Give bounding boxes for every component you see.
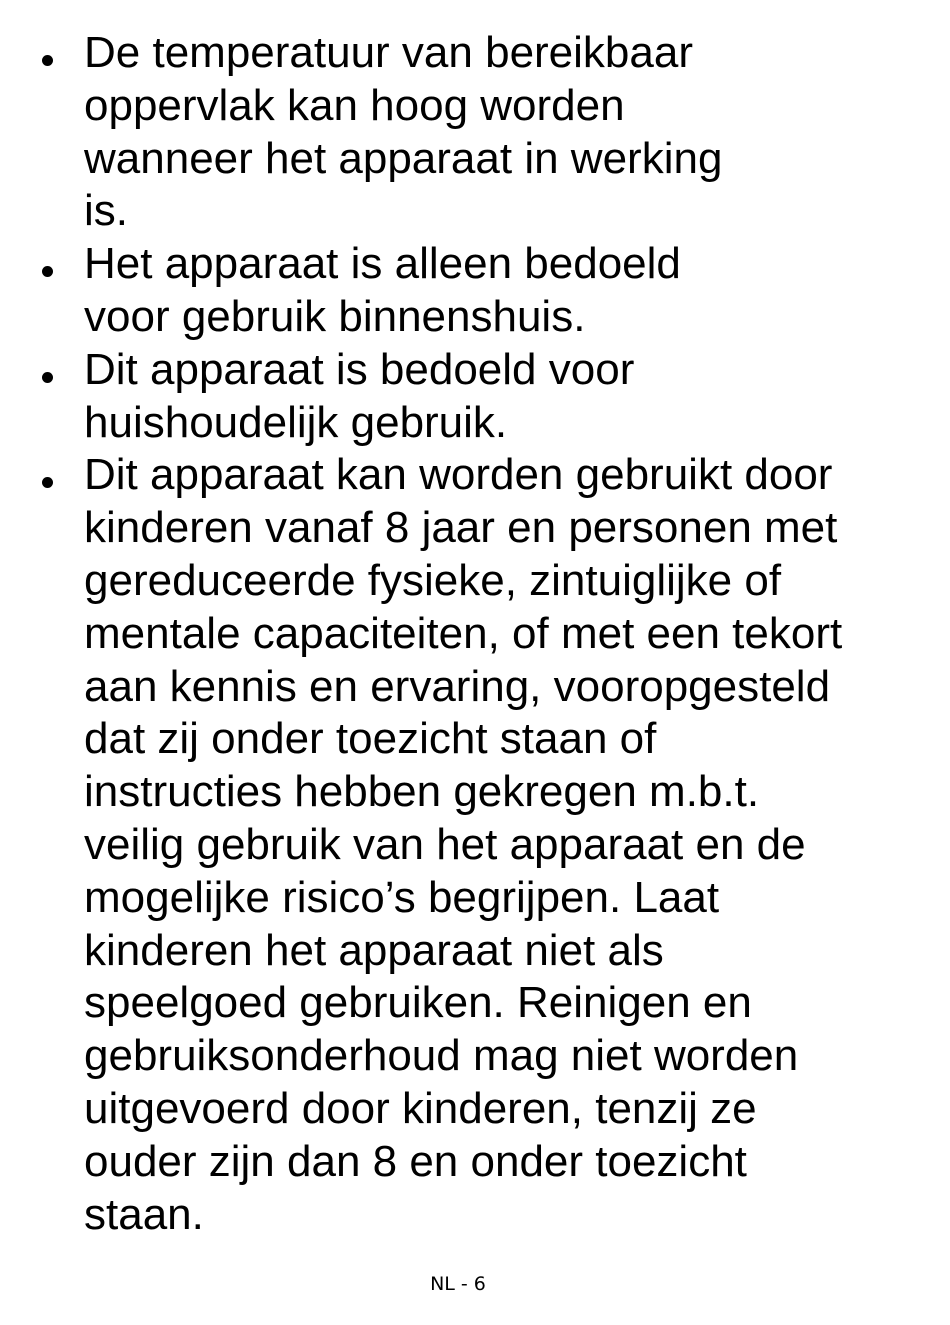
bullet-dot-icon: [42, 55, 53, 66]
bullet-dot-icon: [42, 477, 53, 488]
bullet-text: Dit apparaat kan worden gebruikt door kinderen vanaf 8 jaar en personen met gereduceerde fysieke, zintuiglijke of mentale capaciteiten, of met een tekort aan kennis en ervaring, vooropgesteld dat zij onder toezicht staan of instructies hebben gekregen m.b.t. veilig gebruik van het apparaat en de mogelijke risico’s begrijpen. Laat kinderen het apparaat niet als speelgoed gebruiken. Reinigen en gebruiksonderhoud mag niet worden uitgevoerd door kinderen, tenzij ze ouder zijn dan 8 en onder toezicht staan.: [84, 450, 843, 1239]
bullet-text: Dit apparaat is bedoeld voor huishoudelijk gebruik.: [84, 344, 635, 447]
bullet-item-indoor-use: [38, 238, 928, 344]
bullet-item-household-use: [38, 344, 928, 450]
bullet-dot-icon: [42, 266, 53, 277]
bullet-item-surface-temperature: [38, 27, 928, 238]
bullet-text: De temperatuur van bereikbaar oppervlak kan hoog worden wanneer het apparaat in werking is.: [84, 28, 723, 236]
safety-bullet-list: [38, 27, 928, 1241]
bullet-text: Het apparaat is alleen bedoeld voor gebruik binnenshuis.: [84, 239, 681, 341]
bullet-item-children-supervision: [38, 449, 928, 1241]
page-number: NL - 6: [430, 1273, 486, 1295]
bullet-dot-icon: [42, 372, 53, 383]
